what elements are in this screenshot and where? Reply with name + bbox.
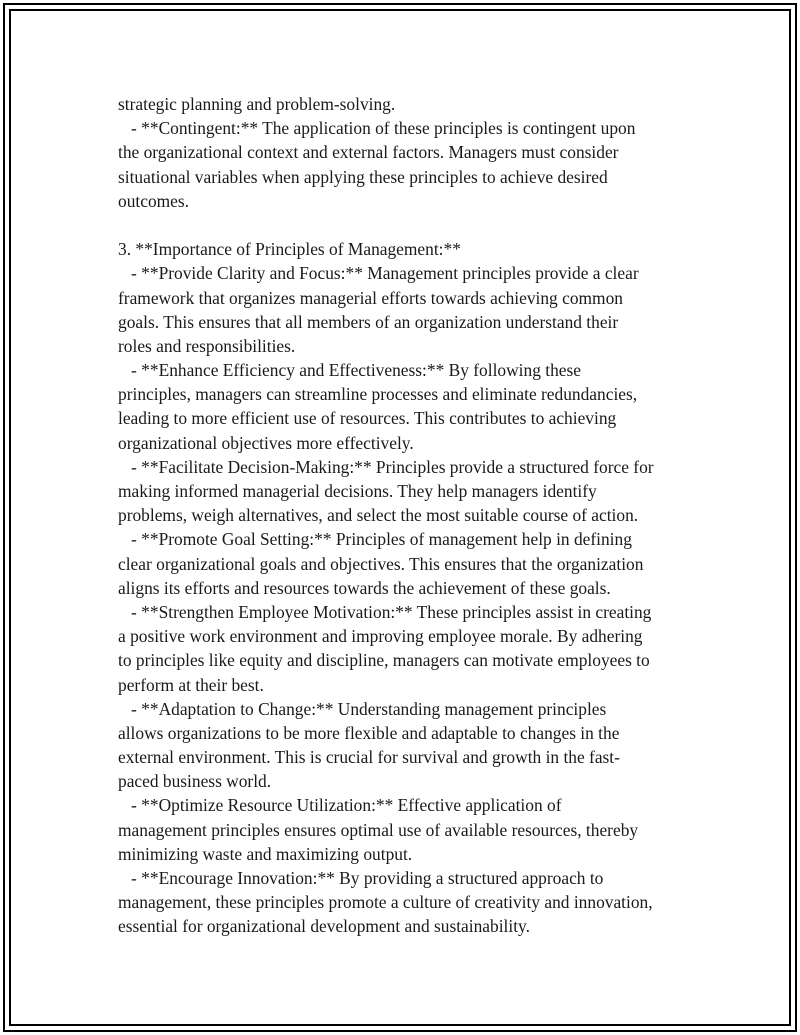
section-heading: 3. **Importance of Principles of Management:** [118,239,461,260]
text-line: minimizing waste and maximizing output. [118,843,413,864]
text-line: essential for organizational development and sustainability. [118,916,530,937]
text-line: problems, weigh alternatives, and select the most suitable course of action. [118,505,639,526]
paragraph-break [118,213,698,237]
text-line: goals. This ensures that all members of an organization understand their [118,311,619,332]
text-line: principles, managers can streamline processes and eliminate redundancies, [118,384,638,405]
document-body [118,92,698,939]
text-line: roles and responsibilities. [118,335,296,356]
text-line: - **Facilitate Decision-Making:** Principles provide a structured force for [118,456,654,477]
text-line: the organizational context and external factors. Managers must consider [118,142,619,163]
text-line: outcomes. [118,190,189,211]
text-line: a positive work environment and improving employee morale. By adhering [118,626,643,647]
text-line: organizational objectives more effectively. [118,432,414,453]
text-line: framework that organizes managerial efforts towards achieving common [118,287,623,308]
text-line: allows organizations to be more flexible and adaptable to changes in the [118,722,620,743]
text-line: to principles like equity and discipline, managers can motivate employees to [118,650,650,671]
text-line: management, these principles promote a culture of creativity and innovation, [118,892,653,913]
text-line: - **Provide Clarity and Focus:** Management principles provide a clear [118,263,639,284]
text-line: situational variables when applying these principles to achieve desired [118,166,608,187]
text-line: perform at their best. [118,674,264,695]
text-line: paced business world. [118,771,272,792]
text-line: making informed managerial decisions. They help managers identify [118,481,597,501]
text-line: - **Strengthen Employee Motivation:** These principles assist in creating [118,601,652,622]
text-line: - **Optimize Resource Utilization:** Effective application of [118,795,562,816]
text-line: external environment. This is crucial for survival and growth in the fast- [118,747,620,768]
text-line: - **Contingent:** The application of these principles is contingent upon [118,118,636,139]
text-line: - **Encourage Innovation:** By providing a structured approach to [118,868,604,888]
text-line: - **Enhance Efficiency and Effectiveness:** By following these [118,360,581,381]
text-line: clear organizational goals and objectives. This ensures that the organization [118,553,644,574]
text-line: aligns its efforts and resources towards the achievement of these goals. [118,577,611,598]
text-line: management principles ensures optimal use of available resources, thereby [118,819,639,840]
text-line: - **Promote Goal Setting:** Principles of management help in defining [118,529,632,550]
text-line: strategic planning and problem-solving. [118,94,396,114]
text-line: leading to more efficient use of resources. This contributes to achieving [118,408,617,429]
text-line: - **Adaptation to Change:** Understanding management principles [118,698,607,719]
